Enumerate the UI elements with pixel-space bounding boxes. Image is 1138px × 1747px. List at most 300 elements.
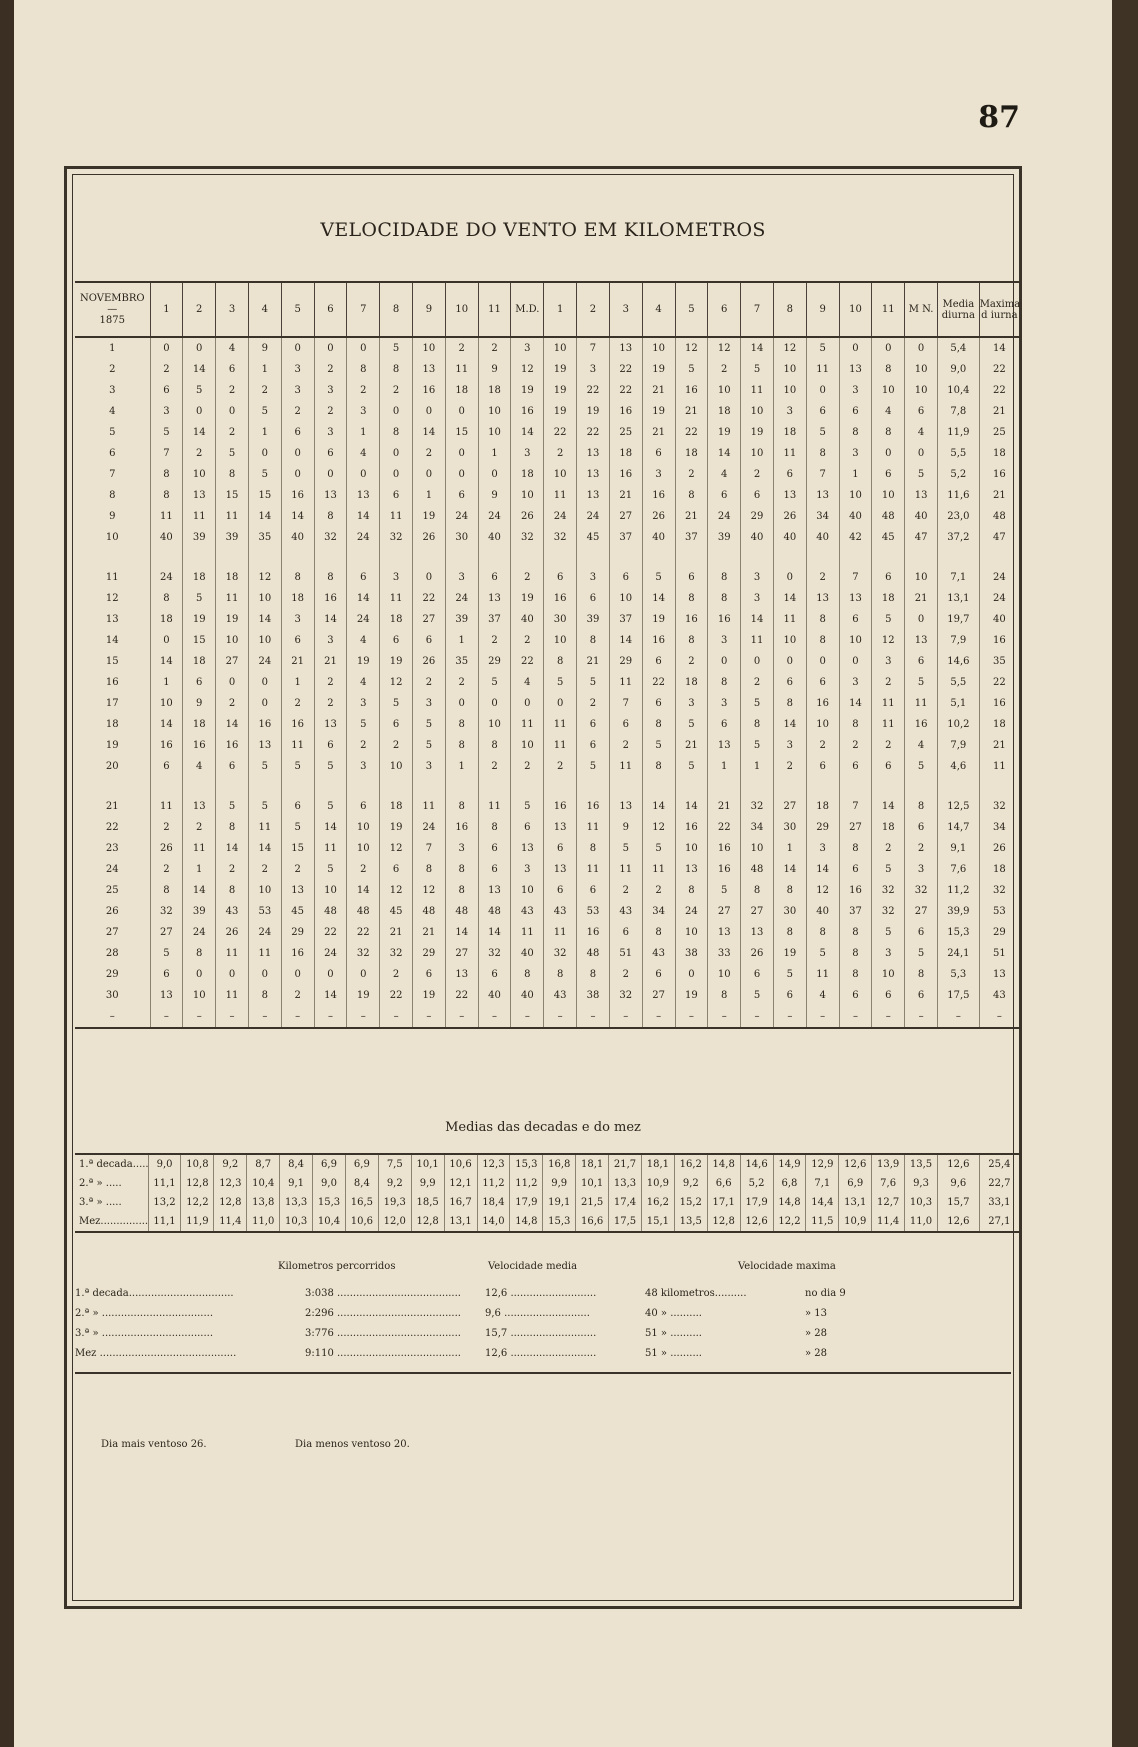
value-cell: 19 bbox=[642, 359, 675, 380]
table-row bbox=[75, 859, 1019, 880]
max-cell: 35 bbox=[979, 651, 1019, 672]
value-cell: 45 bbox=[577, 527, 610, 548]
value-cell: 13 bbox=[183, 796, 216, 817]
value-cell: 10 bbox=[872, 380, 905, 401]
value-cell: 14 bbox=[806, 859, 839, 880]
decade-value: 6,9 bbox=[313, 1154, 346, 1174]
spacer-cell bbox=[380, 548, 413, 567]
media-cell: 23,0 bbox=[938, 506, 980, 527]
value-cell: 8 bbox=[806, 922, 839, 943]
value-cell: 2 bbox=[741, 672, 774, 693]
value-cell: 2 bbox=[741, 464, 774, 485]
value-cell: 16 bbox=[675, 817, 708, 838]
value-cell: 6 bbox=[347, 796, 380, 817]
value-cell: 30 bbox=[544, 609, 577, 630]
value-cell: 40 bbox=[281, 527, 314, 548]
value-cell: 8 bbox=[708, 985, 741, 1006]
value-cell: 22 bbox=[577, 380, 610, 401]
value-cell: 12 bbox=[872, 630, 905, 651]
value-cell: 0 bbox=[183, 401, 216, 422]
value-cell: 13 bbox=[905, 485, 938, 506]
value-cell: 29 bbox=[413, 943, 446, 964]
value-cell: 42 bbox=[839, 527, 872, 548]
value-cell: 8 bbox=[642, 756, 675, 777]
value-cell: 14 bbox=[708, 443, 741, 464]
value-cell: 14 bbox=[445, 922, 478, 943]
value-cell: 8 bbox=[478, 735, 511, 756]
value-cell: 2 bbox=[642, 880, 675, 901]
value-cell: 13 bbox=[281, 880, 314, 901]
value-cell: 0 bbox=[413, 567, 446, 588]
value-cell: 3 bbox=[347, 693, 380, 714]
value-cell: 5 bbox=[248, 401, 281, 422]
value-cell: 5 bbox=[380, 337, 413, 359]
value-cell: 8 bbox=[183, 943, 216, 964]
value-cell: 1 bbox=[150, 672, 183, 693]
value-cell: 40 bbox=[642, 527, 675, 548]
value-cell: 2 bbox=[872, 672, 905, 693]
value-cell: 10 bbox=[773, 630, 806, 651]
value-cell: 1 bbox=[445, 756, 478, 777]
decade-max: 25,4 bbox=[979, 1154, 1019, 1174]
value-cell: 0 bbox=[216, 401, 249, 422]
value-cell: 29 bbox=[478, 651, 511, 672]
value-cell: 5 bbox=[380, 693, 413, 714]
max-cell: 16 bbox=[979, 693, 1019, 714]
media-cell: 5,3 bbox=[938, 964, 980, 985]
table-row bbox=[75, 630, 1019, 651]
spacer-cell bbox=[642, 777, 675, 796]
decade-value: 6,9 bbox=[839, 1174, 872, 1193]
dash-row bbox=[75, 1006, 1019, 1028]
header-media-line: Media bbox=[942, 298, 975, 310]
value-cell: 10 bbox=[216, 630, 249, 651]
value-cell: 8 bbox=[675, 588, 708, 609]
value-cell: 16 bbox=[708, 609, 741, 630]
value-cell: 3 bbox=[445, 838, 478, 859]
value-cell: 6 bbox=[511, 817, 544, 838]
value-cell: 26 bbox=[413, 527, 446, 548]
value-cell: 1 bbox=[839, 464, 872, 485]
value-cell: 3 bbox=[773, 735, 806, 756]
table-row bbox=[75, 838, 1019, 859]
value-cell: 11 bbox=[609, 756, 642, 777]
value-cell: 11 bbox=[577, 817, 610, 838]
value-cell: 12 bbox=[708, 337, 741, 359]
table-frame-inner bbox=[72, 174, 1021, 1601]
header-hour: 6 bbox=[708, 282, 741, 337]
value-cell: 0 bbox=[347, 337, 380, 359]
decade-value: 9,2 bbox=[674, 1174, 707, 1193]
decade-value: 5,2 bbox=[740, 1174, 773, 1193]
value-cell: 8 bbox=[905, 796, 938, 817]
max-cell: 14 bbox=[979, 337, 1019, 359]
media-cell: 5,1 bbox=[938, 693, 980, 714]
header-hour: 7 bbox=[741, 282, 774, 337]
value-cell: 2 bbox=[478, 630, 511, 651]
value-cell: 5 bbox=[872, 922, 905, 943]
value-cell: 2 bbox=[216, 422, 249, 443]
spacer-cell bbox=[413, 777, 446, 796]
decade-value: 12,8 bbox=[214, 1193, 247, 1212]
value-cell: 13 bbox=[806, 485, 839, 506]
value-cell: 12 bbox=[511, 359, 544, 380]
value-cell: 14 bbox=[642, 588, 675, 609]
value-cell: 2 bbox=[347, 380, 380, 401]
value-cell: 10 bbox=[511, 735, 544, 756]
value-cell: 8 bbox=[380, 422, 413, 443]
value-cell: 14 bbox=[511, 422, 544, 443]
km-row bbox=[75, 1283, 1019, 1303]
value-cell: 11 bbox=[872, 714, 905, 735]
value-cell: 13 bbox=[708, 922, 741, 943]
value-cell: 19 bbox=[544, 359, 577, 380]
value-cell: 6 bbox=[380, 485, 413, 506]
decade-value: 18,1 bbox=[576, 1154, 609, 1174]
media-cell: 12,5 bbox=[938, 796, 980, 817]
value-cell: 48 bbox=[872, 506, 905, 527]
value-cell: 2 bbox=[872, 735, 905, 756]
decade-value: 13,5 bbox=[674, 1212, 707, 1232]
decade-value: 14,4 bbox=[806, 1193, 839, 1212]
value-cell: 45 bbox=[281, 901, 314, 922]
value-cell: 6 bbox=[872, 985, 905, 1006]
value-cell: 11 bbox=[150, 506, 183, 527]
decade-value: 12,8 bbox=[181, 1174, 214, 1193]
value-cell: 13 bbox=[577, 443, 610, 464]
value-cell: 6 bbox=[609, 714, 642, 735]
value-cell: 43 bbox=[544, 901, 577, 922]
value-cell: 8 bbox=[347, 359, 380, 380]
value-cell: 1 bbox=[248, 359, 281, 380]
value-cell: 5 bbox=[183, 380, 216, 401]
value-cell: 0 bbox=[248, 964, 281, 985]
decade-value: 11,1 bbox=[148, 1212, 181, 1232]
value-cell: 9 bbox=[609, 817, 642, 838]
value-cell: 5 bbox=[511, 796, 544, 817]
value-cell: 10 bbox=[347, 817, 380, 838]
value-cell: 19 bbox=[511, 588, 544, 609]
value-cell: 6 bbox=[314, 735, 347, 756]
decade-value: 18,1 bbox=[641, 1154, 674, 1174]
value-cell: 18 bbox=[478, 380, 511, 401]
decade-value: 16,8 bbox=[543, 1154, 576, 1174]
value-cell: 8 bbox=[839, 943, 872, 964]
value-cell: 10 bbox=[544, 337, 577, 359]
value-cell: 2 bbox=[544, 443, 577, 464]
value-cell: 6 bbox=[806, 756, 839, 777]
value-cell: 11 bbox=[216, 506, 249, 527]
dash-cell: – bbox=[741, 1006, 774, 1028]
value-cell: 16 bbox=[642, 485, 675, 506]
decade-value: 9,9 bbox=[543, 1174, 576, 1193]
value-cell: 45 bbox=[380, 901, 413, 922]
value-cell: 40 bbox=[741, 527, 774, 548]
value-cell: 12 bbox=[642, 817, 675, 838]
value-cell: 26 bbox=[642, 506, 675, 527]
value-cell: 11 bbox=[216, 588, 249, 609]
value-cell: 24 bbox=[544, 506, 577, 527]
day-cell: 7 bbox=[109, 469, 116, 480]
value-cell: 5 bbox=[150, 943, 183, 964]
decade-value: 17,9 bbox=[740, 1193, 773, 1212]
value-cell: 24 bbox=[150, 567, 183, 588]
spacer-cell bbox=[979, 777, 1019, 796]
value-cell: 1 bbox=[478, 443, 511, 464]
value-cell: 19 bbox=[380, 817, 413, 838]
value-cell: 9 bbox=[478, 359, 511, 380]
value-cell: 8 bbox=[905, 964, 938, 985]
value-cell: 5 bbox=[905, 464, 938, 485]
max-cell: 25 bbox=[979, 422, 1019, 443]
spacer-cell bbox=[544, 548, 577, 567]
value-cell: 5 bbox=[314, 756, 347, 777]
value-cell: 8 bbox=[872, 359, 905, 380]
value-cell: 10 bbox=[544, 630, 577, 651]
value-cell: 0 bbox=[872, 443, 905, 464]
value-cell: 21 bbox=[380, 922, 413, 943]
value-cell: 6 bbox=[216, 756, 249, 777]
value-cell: 3 bbox=[347, 756, 380, 777]
value-cell: 15 bbox=[216, 485, 249, 506]
km-max: 51 » .......... bbox=[645, 1347, 702, 1359]
value-cell: 22 bbox=[642, 672, 675, 693]
header-hour: 11 bbox=[478, 282, 511, 337]
value-cell: 13 bbox=[806, 588, 839, 609]
km-dia: » 28 bbox=[805, 1327, 828, 1339]
value-cell: 22 bbox=[609, 380, 642, 401]
value-cell: 3 bbox=[806, 838, 839, 859]
header-hour: 10 bbox=[445, 282, 478, 337]
value-cell: 11 bbox=[380, 506, 413, 527]
value-cell: 18 bbox=[183, 567, 216, 588]
value-cell: 10 bbox=[314, 880, 347, 901]
km-dia: » 28 bbox=[805, 1347, 828, 1359]
value-cell: 39 bbox=[445, 609, 478, 630]
value-cell: 18 bbox=[872, 817, 905, 838]
value-cell: 40 bbox=[839, 506, 872, 527]
value-cell: 12 bbox=[380, 880, 413, 901]
value-cell: 8 bbox=[675, 630, 708, 651]
value-cell: 3 bbox=[413, 693, 446, 714]
day-cell: 13 bbox=[105, 614, 119, 625]
table-row bbox=[75, 943, 1019, 964]
header-maxima-line: Maxima bbox=[979, 298, 1021, 310]
value-cell: 2 bbox=[380, 964, 413, 985]
value-cell: 22 bbox=[347, 922, 380, 943]
wind-speed-table bbox=[75, 281, 1019, 1029]
spacer-row bbox=[75, 777, 1019, 796]
value-cell: 8 bbox=[150, 880, 183, 901]
value-cell: 4 bbox=[347, 443, 380, 464]
max-cell: 48 bbox=[979, 506, 1019, 527]
value-cell: 24 bbox=[445, 506, 478, 527]
km-label: 3.ª » ................................... bbox=[75, 1327, 214, 1339]
decade-value: 12,1 bbox=[444, 1174, 477, 1193]
value-cell: 6 bbox=[741, 485, 774, 506]
spacer-cell bbox=[741, 777, 774, 796]
value-cell: 29 bbox=[609, 651, 642, 672]
value-cell: 0 bbox=[281, 443, 314, 464]
value-cell: 8 bbox=[773, 693, 806, 714]
decade-value: 17,5 bbox=[609, 1212, 642, 1232]
decade-value: 14,0 bbox=[477, 1212, 510, 1232]
value-cell: 9 bbox=[248, 337, 281, 359]
value-cell: 34 bbox=[642, 901, 675, 922]
value-cell: 7 bbox=[609, 693, 642, 714]
value-cell: 11 bbox=[872, 693, 905, 714]
value-cell: 43 bbox=[642, 943, 675, 964]
header-media-line: diurna bbox=[941, 309, 975, 321]
value-cell: 13 bbox=[905, 630, 938, 651]
value-cell: 16 bbox=[905, 714, 938, 735]
value-cell: 12 bbox=[380, 838, 413, 859]
value-cell: 26 bbox=[511, 506, 544, 527]
value-cell: 5 bbox=[609, 838, 642, 859]
spacer-cell bbox=[675, 548, 708, 567]
day-cell: 15 bbox=[105, 656, 119, 667]
value-cell: 8 bbox=[445, 859, 478, 880]
decade-label: 3.ª » ..... bbox=[79, 1197, 122, 1208]
decade-value: 11,4 bbox=[214, 1212, 247, 1232]
value-cell: 0 bbox=[150, 630, 183, 651]
value-cell: 5 bbox=[741, 985, 774, 1006]
media-cell: 7,9 bbox=[938, 630, 980, 651]
decade-value: 14,8 bbox=[773, 1193, 806, 1212]
value-cell: 11 bbox=[905, 693, 938, 714]
km-headers bbox=[73, 1261, 1023, 1281]
value-cell: 14 bbox=[314, 609, 347, 630]
value-cell: 2 bbox=[872, 838, 905, 859]
day-cell: 11 bbox=[105, 572, 119, 583]
value-cell: 13 bbox=[708, 735, 741, 756]
spacer-cell bbox=[347, 548, 380, 567]
page-edge-left bbox=[0, 0, 14, 1747]
value-cell: 40 bbox=[806, 901, 839, 922]
value-cell: 1 bbox=[773, 838, 806, 859]
media-cell: 5,4 bbox=[938, 337, 980, 359]
value-cell: 22 bbox=[511, 651, 544, 672]
value-cell: 3 bbox=[347, 401, 380, 422]
value-cell: 16 bbox=[445, 817, 478, 838]
value-cell: 15 bbox=[183, 630, 216, 651]
decade-value: 10,1 bbox=[411, 1154, 444, 1174]
value-cell: 6 bbox=[708, 485, 741, 506]
value-cell: 4 bbox=[872, 401, 905, 422]
value-cell: 0 bbox=[544, 693, 577, 714]
value-cell: 14 bbox=[773, 859, 806, 880]
table-row bbox=[75, 443, 1019, 464]
value-cell: 14 bbox=[609, 630, 642, 651]
spacer-cell bbox=[773, 777, 806, 796]
decade-value: 10,4 bbox=[313, 1212, 346, 1232]
value-cell: 19 bbox=[183, 609, 216, 630]
value-cell: 2 bbox=[445, 672, 478, 693]
value-cell: 19 bbox=[675, 985, 708, 1006]
value-cell: 6 bbox=[905, 817, 938, 838]
value-cell: 5 bbox=[248, 756, 281, 777]
value-cell: 6 bbox=[380, 630, 413, 651]
max-cell: 34 bbox=[979, 817, 1019, 838]
value-cell: 2 bbox=[675, 464, 708, 485]
media-cell: 7,6 bbox=[938, 859, 980, 880]
value-cell: 6 bbox=[380, 859, 413, 880]
media-cell: 10,2 bbox=[938, 714, 980, 735]
media-cell: 17,5 bbox=[938, 985, 980, 1006]
spacer-cell bbox=[872, 548, 905, 567]
table-row bbox=[75, 735, 1019, 756]
value-cell: 21 bbox=[314, 651, 347, 672]
value-cell: 32 bbox=[609, 985, 642, 1006]
value-cell: 16 bbox=[281, 943, 314, 964]
value-cell: 8 bbox=[839, 922, 872, 943]
value-cell: 13 bbox=[347, 485, 380, 506]
value-cell: 30 bbox=[773, 901, 806, 922]
value-cell: 16 bbox=[609, 464, 642, 485]
value-cell: 10 bbox=[741, 401, 774, 422]
value-cell: 32 bbox=[872, 880, 905, 901]
value-cell: 12 bbox=[413, 880, 446, 901]
value-cell: 2 bbox=[609, 964, 642, 985]
value-cell: 6 bbox=[380, 714, 413, 735]
spacer-cell bbox=[839, 777, 872, 796]
value-cell: 0 bbox=[183, 964, 216, 985]
header-hour: 3 bbox=[609, 282, 642, 337]
value-cell: 8 bbox=[248, 985, 281, 1006]
media-cell: 9,1 bbox=[938, 838, 980, 859]
decade-value: 8,4 bbox=[345, 1174, 378, 1193]
value-cell: 11 bbox=[577, 859, 610, 880]
value-cell: 11 bbox=[642, 859, 675, 880]
value-cell: 6 bbox=[445, 485, 478, 506]
decade-value: 8,4 bbox=[280, 1154, 313, 1174]
spacer-cell bbox=[741, 548, 774, 567]
value-cell: 10 bbox=[380, 756, 413, 777]
value-cell: 18 bbox=[675, 443, 708, 464]
decade-value: 21,7 bbox=[609, 1154, 642, 1174]
value-cell: 11 bbox=[413, 796, 446, 817]
header-hour: 1 bbox=[150, 282, 183, 337]
value-cell: 37 bbox=[478, 609, 511, 630]
value-cell: 0 bbox=[347, 964, 380, 985]
value-cell: 6 bbox=[839, 756, 872, 777]
max-cell: 21 bbox=[979, 735, 1019, 756]
value-cell: 6 bbox=[577, 588, 610, 609]
value-cell: 13 bbox=[609, 337, 642, 359]
spacer-cell bbox=[708, 548, 741, 567]
value-cell: 16 bbox=[577, 922, 610, 943]
value-cell: 11 bbox=[544, 922, 577, 943]
value-cell: 21 bbox=[577, 651, 610, 672]
value-cell: 16 bbox=[609, 401, 642, 422]
value-cell: 18 bbox=[380, 609, 413, 630]
value-cell: 24 bbox=[413, 817, 446, 838]
value-cell: 0 bbox=[741, 651, 774, 672]
value-cell: 39 bbox=[216, 527, 249, 548]
value-cell: 19 bbox=[642, 609, 675, 630]
value-cell: 22 bbox=[675, 422, 708, 443]
value-cell: 24 bbox=[347, 609, 380, 630]
max-cell: 18 bbox=[979, 714, 1019, 735]
value-cell: 16 bbox=[216, 735, 249, 756]
day-cell: 8 bbox=[109, 490, 116, 501]
media-cell: 9,0 bbox=[938, 359, 980, 380]
value-cell: 6 bbox=[478, 859, 511, 880]
value-cell: 29 bbox=[281, 922, 314, 943]
header-hour: 11 bbox=[872, 282, 905, 337]
value-cell: 38 bbox=[675, 943, 708, 964]
value-cell: 43 bbox=[609, 901, 642, 922]
